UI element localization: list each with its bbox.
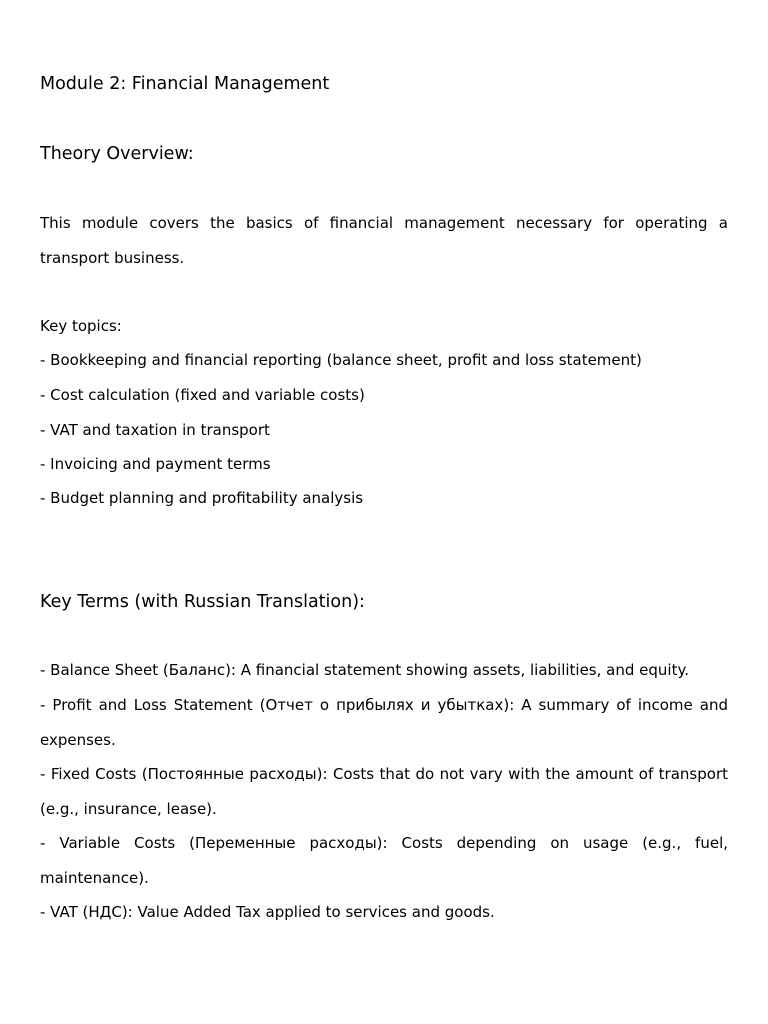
topic-item: - Budget planning and profitability analysis: [40, 489, 364, 507]
term-item: - VAT (НДС): Value Added Tax applied to services and goods.: [40, 903, 495, 921]
key-terms-heading: Key Terms (with Russian Translation):: [40, 592, 365, 612]
topic-item: - Cost calculation (fixed and variable costs): [40, 386, 365, 404]
topic-item: - VAT and taxation in transport: [40, 421, 270, 439]
topic-item: - Invoicing and payment terms: [40, 455, 271, 473]
term-item: - Balance Sheet (Баланс): A financial statement showing assets, liabilities, and equity.: [40, 661, 689, 679]
intro-paragraph: This module covers the basics of financial management necessary for operating a transport business.: [40, 214, 728, 267]
term-item: - Profit and Loss Statement (Отчет о прибылях и убытках): A summary of income and expenses.: [40, 696, 728, 749]
term-item: - Fixed Costs (Постоянные расходы): Costs that do not vary with the amount of transport (e.g., insurance, lease).: [40, 765, 728, 818]
key-topics-label: Key topics:: [40, 317, 122, 335]
topic-item: - Bookkeeping and financial reporting (balance sheet, profit and loss statement): [40, 351, 642, 369]
term-item: - Variable Costs (Переменные расходы): Costs depending on usage (e.g., fuel, maintenance).: [40, 834, 728, 887]
module-title: Module 2: Financial Management: [40, 74, 330, 94]
theory-overview-heading: Theory Overview:: [40, 144, 194, 164]
